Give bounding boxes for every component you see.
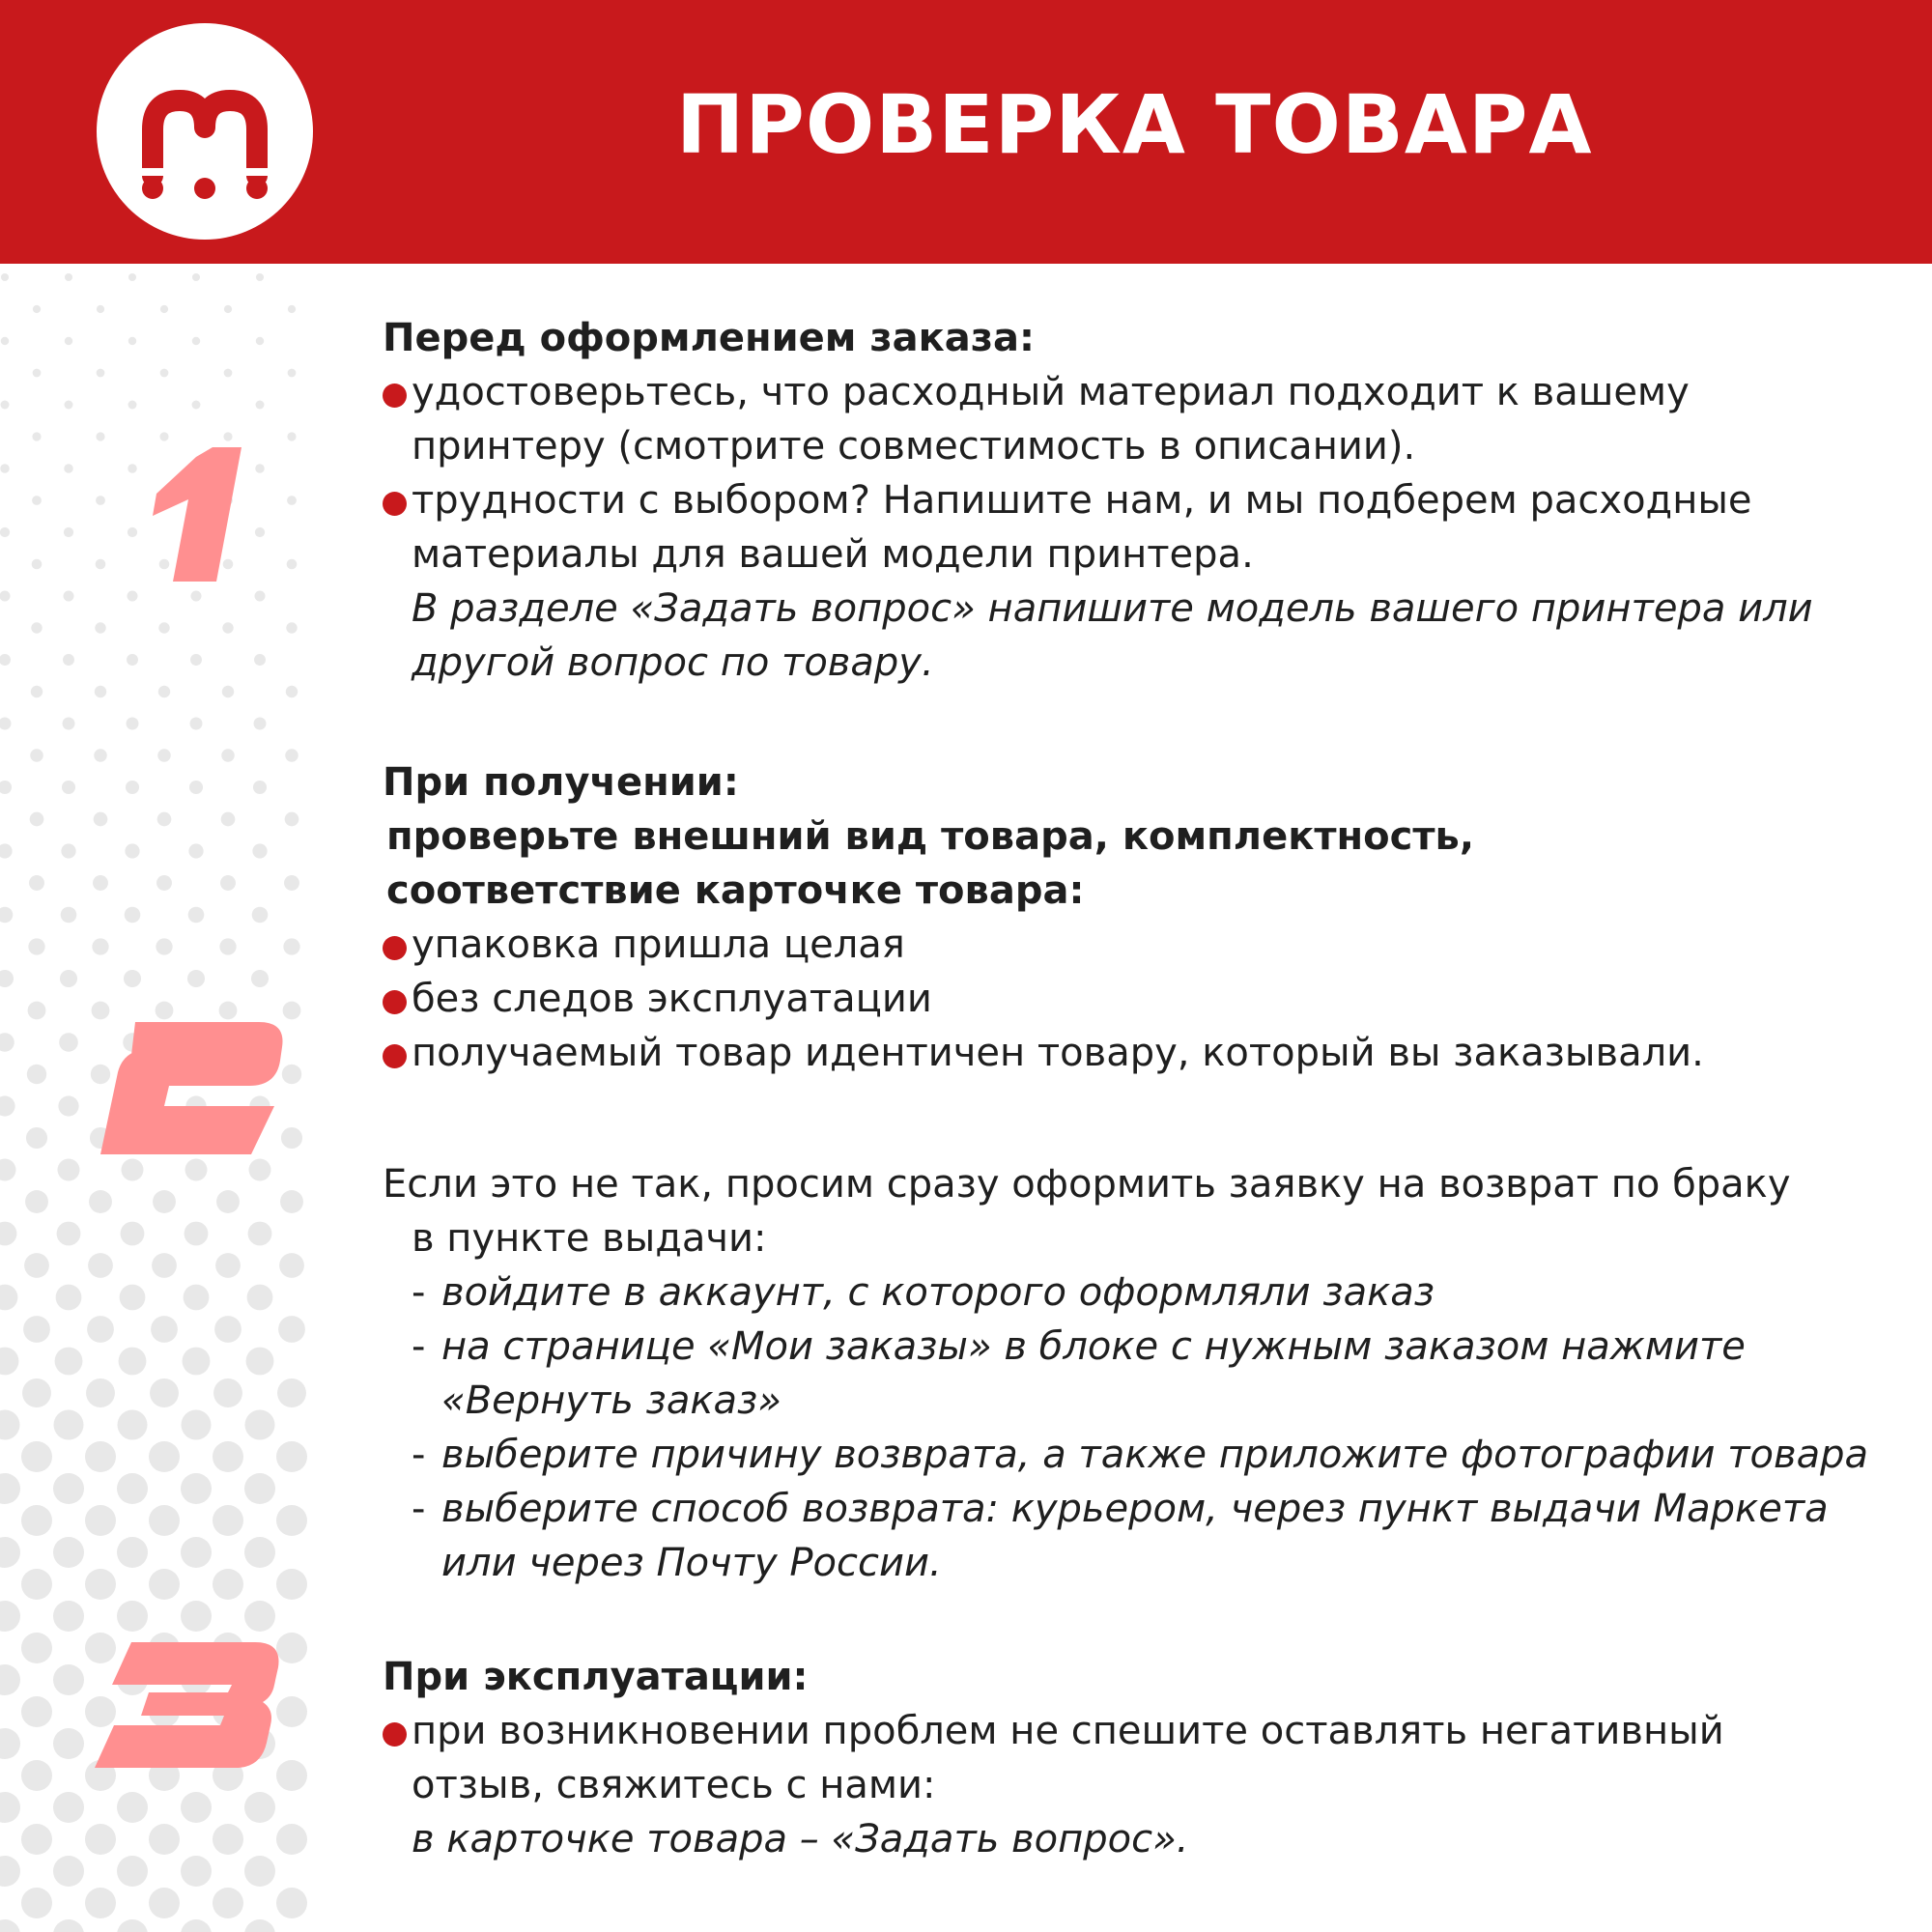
page-title: ПРОВЕРКА ТОВАРА: [676, 77, 1593, 172]
list-item: [383, 1704, 1899, 1812]
intro-line: соответствие карточке товара:: [386, 868, 1085, 913]
list-item-line: трудности с выбором? Напишите нам, и мы подберем расходные: [412, 478, 1752, 523]
section-on-receipt: [383, 755, 1899, 1590]
bullet-dot: [383, 936, 407, 960]
list-item-line: без следов эксплуатации: [412, 977, 932, 1021]
section-heading: Перед оформлением заказа:: [383, 316, 1036, 360]
section-heading: При эксплуатации:: [383, 1655, 809, 1699]
bullet-dot: [383, 492, 407, 516]
note-line: В разделе «Задать вопрос» напишите модель вашего принтера или: [412, 586, 1813, 631]
intro-line: проверьте внешний вид товара, комплектность,: [386, 814, 1475, 859]
dash-marker: -: [412, 1487, 426, 1531]
section-during-use: [383, 1650, 1899, 1866]
dash-marker: -: [412, 1270, 426, 1315]
return-step-line: выберите причину возврата, а также приложите фотографии товара: [441, 1433, 1869, 1477]
return-step-line: на странице «Мои заказы» в блоке с нужным заказом нажмите: [441, 1324, 1746, 1369]
return-intro-line: в пункте выдачи:: [412, 1216, 767, 1261]
list-item: [383, 1026, 1899, 1080]
return-step-line: выберите способ возврата: курьером, через пункт выдачи Маркета: [441, 1487, 1829, 1531]
bullet-dot: [383, 1044, 407, 1068]
return-step-line: или через Почту России.: [441, 1541, 942, 1585]
bullet-dot: [383, 1722, 407, 1747]
list-item: [383, 972, 1899, 1026]
list-item-line: отзыв, свяжитесь с нами:: [412, 1763, 936, 1807]
dash-marker: -: [412, 1324, 426, 1369]
list-item-line: при возникновении проблем не спешите оставлять негативный: [412, 1709, 1724, 1753]
note-line: другой вопрос по товару.: [412, 640, 934, 685]
list-item-line: материалы для вашей модели принтера.: [412, 532, 1254, 577]
content: [383, 311, 1899, 1866]
section-before-order: [383, 311, 1899, 690]
step-number-3: [95, 1642, 279, 1768]
return-step-line: «Вернуть заказ»: [441, 1378, 781, 1423]
bullet-dot: [383, 384, 407, 408]
list-item-line: удостоверьтесь, что расходный материал подходит к вашему: [412, 370, 1690, 414]
list-item: [383, 473, 1899, 582]
return-step: [383, 1320, 1899, 1428]
return-step: [383, 1482, 1899, 1590]
step-number-2: [100, 1022, 283, 1154]
return-instructions: [383, 1157, 1899, 1590]
return-step: [383, 1265, 1899, 1320]
list-item-line: упаковка пришла целая: [412, 923, 905, 967]
return-intro-line: Если это не так, просим сразу оформить заявку на возврат по браку: [383, 1162, 1791, 1207]
step-number-1: [153, 447, 242, 582]
return-step: [383, 1428, 1899, 1482]
step-numbers: [0, 0, 328, 1932]
note-line: в карточке товара – «Задать вопрос».: [412, 1817, 1189, 1861]
list-item: [383, 365, 1899, 473]
dash-marker: -: [412, 1433, 426, 1477]
list-item-line: получаемый товар идентичен товару, который вы заказывали.: [412, 1031, 1704, 1075]
list-item: [383, 918, 1899, 972]
list-item-line: принтеру (смотрите совместимость в описании).: [412, 424, 1416, 469]
return-step-line: войдите в аккаунт, с которого оформляли заказ: [441, 1270, 1435, 1315]
section-heading: При получении:: [383, 760, 739, 805]
bullet-dot: [383, 990, 407, 1014]
